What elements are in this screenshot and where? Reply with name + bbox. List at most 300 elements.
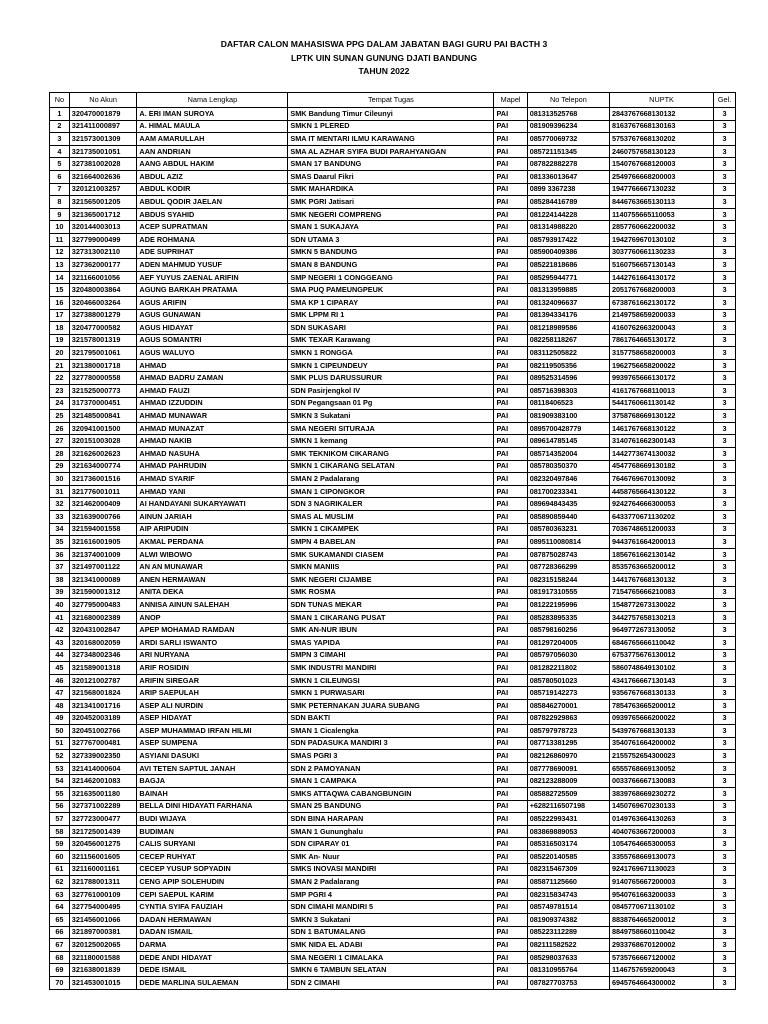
cell-tempat-tugas: SMA IT MENTARI ILMU KARAWANG xyxy=(288,133,494,146)
table-row xyxy=(50,359,736,372)
cell-mapel: PAI xyxy=(494,624,527,637)
cell-gel: 3 xyxy=(714,851,736,864)
cell-nuptk: 1054764665300053 xyxy=(610,838,714,851)
cell-no-telepon: 082126860970 xyxy=(527,750,609,763)
cell-no: 56 xyxy=(50,800,70,813)
cell-no-telepon: 081700233341 xyxy=(527,485,609,498)
cell-no-akun: 327723000477 xyxy=(69,813,137,826)
cell-tempat-tugas: SMAN 1 CAMPAKA xyxy=(288,775,494,788)
table-row xyxy=(50,762,736,775)
cell-tempat-tugas: SDN CIMAHI MANDIRI 5 xyxy=(288,901,494,914)
cell-no: 4 xyxy=(50,145,70,158)
cell-no: 34 xyxy=(50,523,70,536)
cell-no-akun: 320452003189 xyxy=(69,712,137,725)
cell-no-telepon: 085295944771 xyxy=(527,271,609,284)
cell-mapel: PAI xyxy=(494,271,527,284)
cell-no-telepon: 081909383100 xyxy=(527,410,609,423)
table-row xyxy=(50,838,736,851)
cell-gel: 3 xyxy=(714,523,736,536)
cell-nuptk: 3140761662300143 xyxy=(610,435,714,448)
cell-no-akun: 327371002289 xyxy=(69,800,137,813)
cell-no: 22 xyxy=(50,372,70,385)
cell-no: 16 xyxy=(50,296,70,309)
cell-mapel: PAI xyxy=(494,347,527,360)
cell-nama: AHMAD MUNAWAR xyxy=(137,410,288,423)
cell-nuptk: 4161767668110013 xyxy=(610,385,714,398)
table-row xyxy=(50,888,736,901)
cell-mapel: PAI xyxy=(494,473,527,486)
cell-mapel: PAI xyxy=(494,876,527,889)
cell-tempat-tugas: SDN BAKTI xyxy=(288,712,494,725)
cell-no: 48 xyxy=(50,699,70,712)
cell-mapel: PAI xyxy=(494,460,527,473)
table-row xyxy=(50,221,736,234)
cell-nuptk: 1441767668130132 xyxy=(610,573,714,586)
cell-gel: 3 xyxy=(714,296,736,309)
cell-no-telepon: 085871125660 xyxy=(527,876,609,889)
cell-no-telepon: 085770069732 xyxy=(527,133,609,146)
cell-gel: 3 xyxy=(714,624,736,637)
cell-no: 62 xyxy=(50,876,70,889)
table-row xyxy=(50,233,736,246)
table-row xyxy=(50,511,736,524)
cell-nuptk: 4341766667130143 xyxy=(610,674,714,687)
table-row xyxy=(50,108,736,121)
cell-nuptk: 0033766667130083 xyxy=(610,775,714,788)
cell-gel: 3 xyxy=(714,750,736,763)
cell-tempat-tugas: SMAS Daarul Fikri xyxy=(288,170,494,183)
cell-no: 41 xyxy=(50,611,70,624)
cell-nama: A. HIMAL MAULA xyxy=(137,120,288,133)
cell-nuptk: 9443761664200013 xyxy=(610,536,714,549)
cell-no-telepon: 081394334176 xyxy=(527,309,609,322)
table-row xyxy=(50,347,736,360)
table-row xyxy=(50,473,736,486)
header-mapel: Mapel xyxy=(494,93,527,108)
cell-tempat-tugas: SMA NEGERI 1 CIMALAKA xyxy=(288,951,494,964)
cell-no-akun: 321456001066 xyxy=(69,914,137,927)
cell-mapel: PAI xyxy=(494,725,527,738)
cell-gel: 3 xyxy=(714,926,736,939)
cell-nuptk: 1548772673130022 xyxy=(610,599,714,612)
cell-mapel: PAI xyxy=(494,863,527,876)
cell-nama: CECEP RUHYAT xyxy=(137,851,288,864)
cell-nuptk: 4160762663200043 xyxy=(610,322,714,335)
cell-nuptk: 5160756657130143 xyxy=(610,259,714,272)
cell-no: 8 xyxy=(50,196,70,209)
cell-mapel: PAI xyxy=(494,901,527,914)
header-tempat-tugas: Tempat Tugas xyxy=(288,93,494,108)
table-row xyxy=(50,460,736,473)
cell-no-akun: 327780000558 xyxy=(69,372,137,385)
cell-gel: 3 xyxy=(714,448,736,461)
cell-mapel: PAI xyxy=(494,964,527,977)
cell-nuptk: 1856761662130142 xyxy=(610,548,714,561)
cell-tempat-tugas: SMKN 1 CILEUNGSI xyxy=(288,674,494,687)
table-row xyxy=(50,485,736,498)
cell-nama: BAGJA xyxy=(137,775,288,788)
cell-mapel: PAI xyxy=(494,208,527,221)
cell-tempat-tugas: SMK LPPM RI 1 xyxy=(288,309,494,322)
cell-no-akun: 320125002065 xyxy=(69,939,137,952)
cell-nuptk: 2051767668200003 xyxy=(610,284,714,297)
cell-nama: CEPI SAEPUL KARIM xyxy=(137,888,288,901)
table-row xyxy=(50,536,736,549)
cell-nama: AINUN JARIAH xyxy=(137,511,288,524)
cell-nuptk: 9356767668130133 xyxy=(610,687,714,700)
cell-gel: 3 xyxy=(714,208,736,221)
header-no-akun: No Akun xyxy=(69,93,137,108)
cell-tempat-tugas: SDN PADASUKA MANDIRI 3 xyxy=(288,737,494,750)
table-row xyxy=(50,422,736,435)
cell-nama: DEDE MARLINA SULAEMAN xyxy=(137,976,288,989)
cell-no-telepon: 081282211802 xyxy=(527,662,609,675)
cell-no-telepon: 082320497846 xyxy=(527,473,609,486)
cell-tempat-tugas: SDN SUKASARI xyxy=(288,322,494,335)
cell-nama: ASYIANI DASUKI xyxy=(137,750,288,763)
cell-mapel: PAI xyxy=(494,183,527,196)
cell-no: 65 xyxy=(50,914,70,927)
cell-mapel: PAI xyxy=(494,951,527,964)
cell-gel: 3 xyxy=(714,775,736,788)
cell-no-telepon: 085283895335 xyxy=(527,611,609,624)
cell-no-akun: 321462000409 xyxy=(69,498,137,511)
cell-nuptk: 3442757658130213 xyxy=(610,611,714,624)
cell-no-akun: 321795001061 xyxy=(69,347,137,360)
cell-tempat-tugas: SMK An- Nuur xyxy=(288,851,494,864)
cell-mapel: PAI xyxy=(494,926,527,939)
cell-no-akun: 320456001275 xyxy=(69,838,137,851)
cell-no-akun: 317370000451 xyxy=(69,397,137,410)
cell-tempat-tugas: SMAN 17 BANDUNG xyxy=(288,158,494,171)
cell-nama: BAINAH xyxy=(137,788,288,801)
cell-nuptk: 9939765666130172 xyxy=(610,372,714,385)
cell-tempat-tugas: SMK NEGERI COMPRENG xyxy=(288,208,494,221)
cell-mapel: PAI xyxy=(494,662,527,675)
cell-mapel: PAI xyxy=(494,284,527,297)
table-row xyxy=(50,158,736,171)
cell-tempat-tugas: SMK ROSMA xyxy=(288,586,494,599)
cell-tempat-tugas: SMK TEXAR Karawang xyxy=(288,334,494,347)
cell-no-telepon: 089614785145 xyxy=(527,435,609,448)
cell-no: 55 xyxy=(50,788,70,801)
cell-no-telepon: 0899 3367238 xyxy=(527,183,609,196)
cell-mapel: PAI xyxy=(494,687,527,700)
cell-nama: BUDIMAN xyxy=(137,825,288,838)
cell-gel: 3 xyxy=(714,536,736,549)
cell-tempat-tugas: SMK INDUSTRI MANDIRI xyxy=(288,662,494,675)
cell-gel: 3 xyxy=(714,145,736,158)
cell-no-telepon: 082315467309 xyxy=(527,863,609,876)
cell-no-akun: 327339002350 xyxy=(69,750,137,763)
cell-nama: AGUS SOMANTRI xyxy=(137,334,288,347)
cell-gel: 3 xyxy=(714,599,736,612)
cell-gel: 3 xyxy=(714,108,736,121)
cell-no-telepon: 085223112289 xyxy=(527,926,609,939)
table-row xyxy=(50,926,736,939)
cell-gel: 3 xyxy=(714,334,736,347)
cell-tempat-tugas: SDN Pegangsaan 01 Pg xyxy=(288,397,494,410)
cell-no-telepon: 081297204005 xyxy=(527,636,609,649)
cell-gel: 3 xyxy=(714,158,736,171)
cell-tempat-tugas: SDN 2 CIMAHI xyxy=(288,976,494,989)
cell-no-akun: 321453001015 xyxy=(69,976,137,989)
cell-gel: 3 xyxy=(714,649,736,662)
cell-nuptk: 8849758660110042 xyxy=(610,926,714,939)
cell-nama: DADAN ISMAIL xyxy=(137,926,288,939)
table-row xyxy=(50,901,736,914)
cell-no-telepon: 085222993431 xyxy=(527,813,609,826)
cell-tempat-tugas: SMPN 3 CIMAHI xyxy=(288,649,494,662)
cell-no-akun: 321365001712 xyxy=(69,208,137,221)
table-row xyxy=(50,145,736,158)
cell-gel: 3 xyxy=(714,385,736,398)
cell-mapel: PAI xyxy=(494,586,527,599)
cell-tempat-tugas: SMK NEGERI CIJAMBE xyxy=(288,573,494,586)
cell-gel: 3 xyxy=(714,951,736,964)
cell-nuptk: 2549766668200003 xyxy=(610,170,714,183)
cell-no-akun: 321166001056 xyxy=(69,271,137,284)
cell-no-akun: 321414000604 xyxy=(69,762,137,775)
table-row xyxy=(50,636,736,649)
cell-no: 53 xyxy=(50,762,70,775)
cell-no-telepon: 085721151345 xyxy=(527,145,609,158)
participant-table xyxy=(49,92,736,990)
cell-no-telepon: 085780350370 xyxy=(527,460,609,473)
cell-gel: 3 xyxy=(714,435,736,448)
cell-no: 10 xyxy=(50,221,70,234)
cell-no-telepon: 085780501023 xyxy=(527,674,609,687)
cell-nuptk: 5753767668130202 xyxy=(610,133,714,146)
cell-mapel: PAI xyxy=(494,485,527,498)
cell-no-akun: 321590001312 xyxy=(69,586,137,599)
cell-tempat-tugas: SMP NEGERI 1 CONGGEANG xyxy=(288,271,494,284)
cell-mapel: PAI xyxy=(494,800,527,813)
cell-no-telepon: 081909396234 xyxy=(527,120,609,133)
cell-tempat-tugas: SMAN 8 BANDUNG xyxy=(288,259,494,272)
cell-no-akun: 327767000481 xyxy=(69,737,137,750)
cell-no-telepon: 081313959885 xyxy=(527,284,609,297)
cell-no: 70 xyxy=(50,976,70,989)
cell-tempat-tugas: SMAN 1 Cicalengka xyxy=(288,725,494,738)
cell-mapel: PAI xyxy=(494,196,527,209)
cell-no: 13 xyxy=(50,259,70,272)
cell-no-telepon: 085714352004 xyxy=(527,448,609,461)
cell-nuptk: 9649772673130052 xyxy=(610,624,714,637)
cell-gel: 3 xyxy=(714,888,736,901)
cell-nama: ASEP ALI NURDIN xyxy=(137,699,288,712)
cell-gel: 3 xyxy=(714,233,736,246)
cell-no-akun: 327381002028 xyxy=(69,158,137,171)
cell-no-telepon: 087822929863 xyxy=(527,712,609,725)
cell-nuptk: 8163767668130163 xyxy=(610,120,714,133)
cell-no-telepon: 087875028743 xyxy=(527,548,609,561)
cell-tempat-tugas: SMKN 6 TAMBUN SELATAN xyxy=(288,964,494,977)
title-line-3: TAHUN 2022 xyxy=(358,66,410,76)
table-row xyxy=(50,712,736,725)
cell-nuptk: 4458765664130122 xyxy=(610,485,714,498)
cell-nama: DADAN HERMAWAN xyxy=(137,914,288,927)
cell-nama: AI HANDAYANI SUKARYAWATI xyxy=(137,498,288,511)
cell-no-akun: 320941001500 xyxy=(69,422,137,435)
cell-tempat-tugas: SMAN 1 CIPONGKOR xyxy=(288,485,494,498)
cell-nama: CALIS SURYANI xyxy=(137,838,288,851)
cell-nuptk: 7646769670130092 xyxy=(610,473,714,486)
cell-no-telepon: 0895110080814 xyxy=(527,536,609,549)
cell-no-akun: 321638001839 xyxy=(69,964,137,977)
cell-nama: ABDUS SYAHID xyxy=(137,208,288,221)
cell-nama: ASEP SUMPENA xyxy=(137,737,288,750)
cell-no: 33 xyxy=(50,511,70,524)
cell-nuptk: 3355768669130073 xyxy=(610,851,714,864)
cell-no-telepon: 081314988220 xyxy=(527,221,609,234)
cell-tempat-tugas: SMKN 1 kemang xyxy=(288,435,494,448)
cell-nama: ANNISA AINUN SALEHAH xyxy=(137,599,288,612)
cell-mapel: PAI xyxy=(494,838,527,851)
cell-no-telepon: 085900409386 xyxy=(527,246,609,259)
cell-no-akun: 321497001122 xyxy=(69,561,137,574)
cell-no: 38 xyxy=(50,573,70,586)
cell-no-telepon: 082119505356 xyxy=(527,359,609,372)
cell-mapel: PAI xyxy=(494,233,527,246)
cell-gel: 3 xyxy=(714,485,736,498)
table-row xyxy=(50,813,736,826)
cell-no-telepon: 085284416789 xyxy=(527,196,609,209)
cell-nama: AHMAD NASUHA xyxy=(137,448,288,461)
cell-tempat-tugas: SMK PETERNAKAN JUARA SUBANG xyxy=(288,699,494,712)
cell-no-akun: 321788001311 xyxy=(69,876,137,889)
cell-no: 43 xyxy=(50,636,70,649)
cell-no-telepon: 085797056030 xyxy=(527,649,609,662)
cell-mapel: PAI xyxy=(494,435,527,448)
cell-nama: AHMAD YANI xyxy=(137,485,288,498)
cell-no: 49 xyxy=(50,712,70,725)
cell-gel: 3 xyxy=(714,259,736,272)
cell-mapel: PAI xyxy=(494,372,527,385)
table-row xyxy=(50,624,736,637)
cell-gel: 3 xyxy=(714,788,736,801)
cell-tempat-tugas: SMAN 2 Padalarang xyxy=(288,473,494,486)
cell-nuptk: 1442773674130032 xyxy=(610,448,714,461)
header-no: No xyxy=(50,93,70,108)
cell-no-telepon: 089694843435 xyxy=(527,498,609,511)
cell-nama: CENG APIP SOLEHUDIN xyxy=(137,876,288,889)
table-row xyxy=(50,825,736,838)
cell-no-telepon: 085716398303 xyxy=(527,385,609,398)
cell-tempat-tugas: SMA KP 1 CIPARAY xyxy=(288,296,494,309)
table-row xyxy=(50,737,736,750)
cell-nuptk: 0845770671130102 xyxy=(610,901,714,914)
cell-nama: AHMAD FAUZI xyxy=(137,385,288,398)
cell-gel: 3 xyxy=(714,725,736,738)
cell-gel: 3 xyxy=(714,196,736,209)
table-row xyxy=(50,851,736,864)
cell-nuptk: 8446763665130113 xyxy=(610,196,714,209)
table-row xyxy=(50,914,736,927)
cell-tempat-tugas: SMAN 2 Padalarang xyxy=(288,876,494,889)
table-row xyxy=(50,296,736,309)
title-line-2: LPTK UIN SUNAN GUNUNG DJATI BANDUNG xyxy=(290,52,478,63)
cell-no: 7 xyxy=(50,183,70,196)
header-gel: Gel. xyxy=(714,93,736,108)
table-row xyxy=(50,523,736,536)
cell-mapel: PAI xyxy=(494,611,527,624)
cell-nuptk: 3540761664200002 xyxy=(610,737,714,750)
cell-tempat-tugas: SMKN MANIIS xyxy=(288,561,494,574)
cell-nama: AHMAD IZZUDDIN xyxy=(137,397,288,410)
cell-nuptk: 7854763665200012 xyxy=(610,699,714,712)
header-no-telepon: No Telepon xyxy=(527,93,609,108)
cell-nama: AEF YUYUS ZAENAL ARIFIN xyxy=(137,271,288,284)
table-row xyxy=(50,385,736,398)
cell-no-akun: 321156001605 xyxy=(69,851,137,864)
cell-nama: AAN ANDRIAN xyxy=(137,145,288,158)
cell-gel: 3 xyxy=(714,271,736,284)
cell-no: 15 xyxy=(50,284,70,297)
cell-tempat-tugas: SMK PGRI Jatisari xyxy=(288,196,494,209)
cell-tempat-tugas: SMKN 1 RONGGA xyxy=(288,347,494,360)
table-row xyxy=(50,271,736,284)
cell-gel: 3 xyxy=(714,133,736,146)
cell-no-telepon: 085221818686 xyxy=(527,259,609,272)
cell-no-akun: 321897000381 xyxy=(69,926,137,939)
cell-gel: 3 xyxy=(714,397,736,410)
cell-nuptk: 1461767668130122 xyxy=(610,422,714,435)
cell-no-telepon: 087713381295 xyxy=(527,737,609,750)
table-row xyxy=(50,951,736,964)
cell-gel: 3 xyxy=(714,511,736,524)
cell-no-akun: 321639000766 xyxy=(69,511,137,524)
table-row xyxy=(50,573,736,586)
table-header-row xyxy=(50,93,736,108)
cell-nuptk: 5439767668130133 xyxy=(610,725,714,738)
cell-no-telepon: 081917310555 xyxy=(527,586,609,599)
table-row xyxy=(50,699,736,712)
table-row xyxy=(50,976,736,989)
cell-no: 58 xyxy=(50,825,70,838)
cell-nama: AHMAD NAKIB xyxy=(137,435,288,448)
cell-no: 52 xyxy=(50,750,70,763)
cell-no-telepon: +6282116507198 xyxy=(527,800,609,813)
cell-no: 50 xyxy=(50,725,70,738)
cell-gel: 3 xyxy=(714,611,736,624)
cell-nama: AHMAD SYARIF xyxy=(137,473,288,486)
cell-nama: ARIP SAEPULAH xyxy=(137,687,288,700)
cell-nuptk: 1146757659200043 xyxy=(610,964,714,977)
cell-tempat-tugas: SMKN 1 PURWASARI xyxy=(288,687,494,700)
cell-no-akun: 320431002847 xyxy=(69,624,137,637)
cell-no: 68 xyxy=(50,951,70,964)
cell-nama: ADEN MAHMUD YUSUF xyxy=(137,259,288,272)
cell-no-telepon: 081336013647 xyxy=(527,170,609,183)
cell-mapel: PAI xyxy=(494,397,527,410)
cell-no-akun: 321725001439 xyxy=(69,825,137,838)
cell-tempat-tugas: SMAS AL MUSLIM xyxy=(288,511,494,524)
cell-gel: 3 xyxy=(714,662,736,675)
cell-nama: AGUNG BARKAH PRATAMA xyxy=(137,284,288,297)
table-row xyxy=(50,120,736,133)
cell-gel: 3 xyxy=(714,914,736,927)
cell-no: 1 xyxy=(50,108,70,121)
cell-no-akun: 321160001161 xyxy=(69,863,137,876)
cell-gel: 3 xyxy=(714,939,736,952)
cell-no-telepon: 085719142273 xyxy=(527,687,609,700)
cell-no-telepon: 087728366299 xyxy=(527,561,609,574)
cell-gel: 3 xyxy=(714,347,736,360)
cell-no: 31 xyxy=(50,485,70,498)
cell-nama: ARIF ROSIDIN xyxy=(137,662,288,675)
table-row xyxy=(50,133,736,146)
